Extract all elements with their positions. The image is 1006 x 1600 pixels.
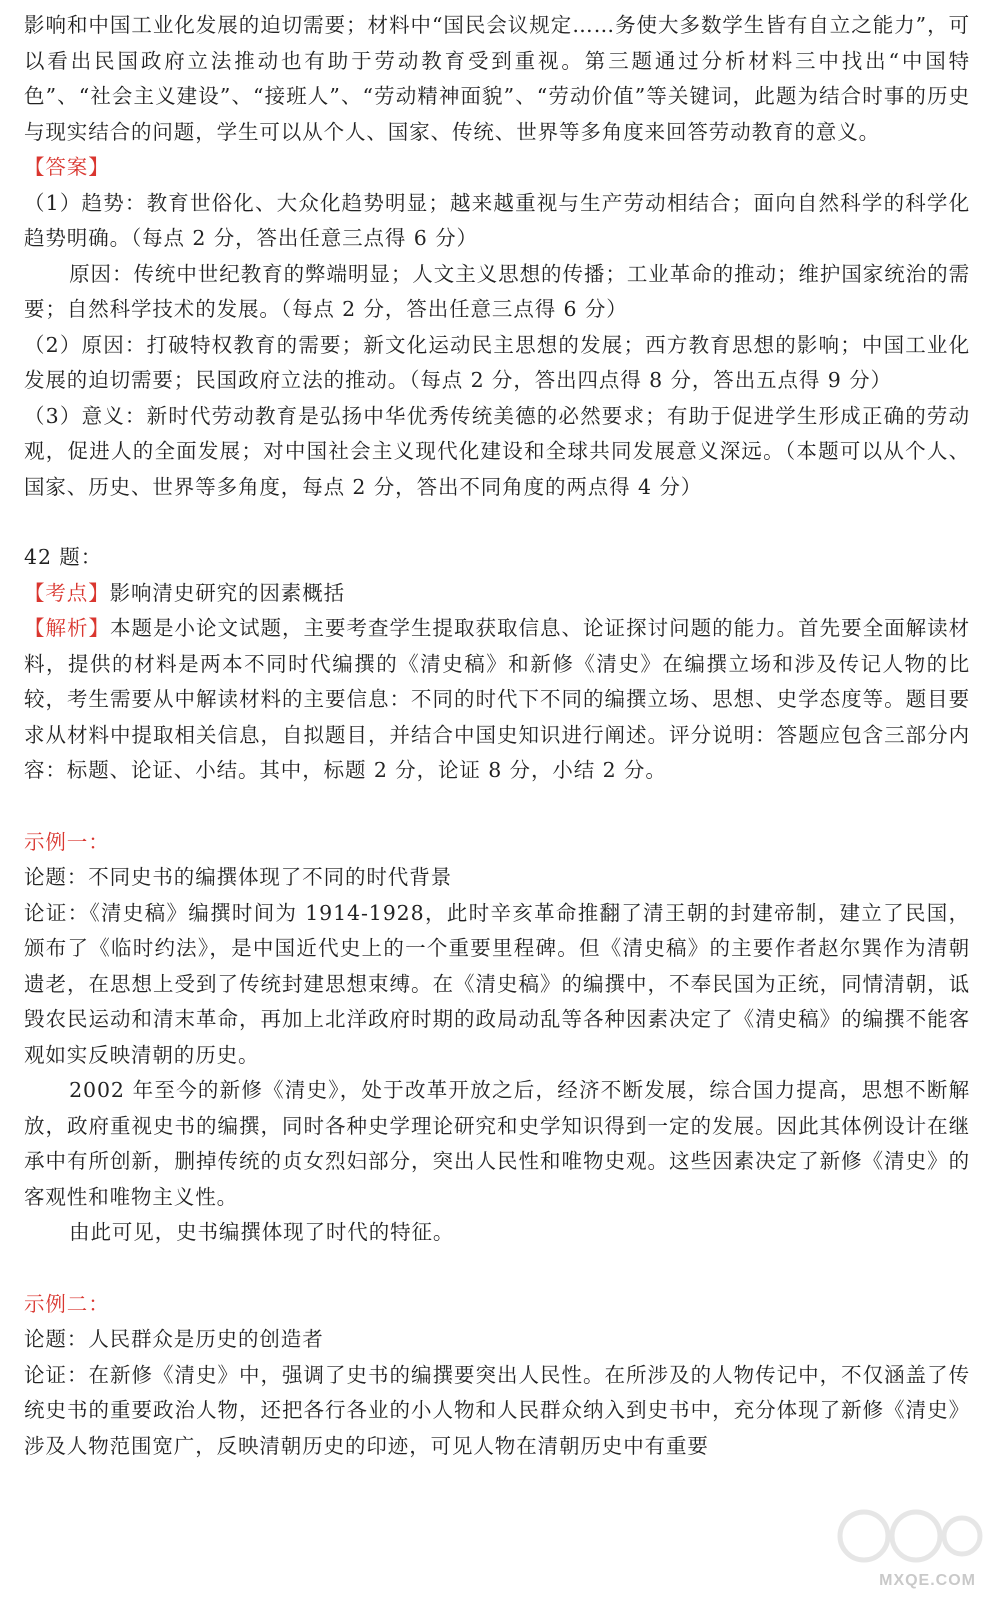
example-2-heading: 示例二：	[24, 1291, 110, 1316]
answer-1: （1）趋势：教育世俗化、大众化趋势明显；越来越重视与生产劳动相结合；面向自然科学的科学化趋势明确。（每点 2 分，答出任意三点得 6 分）	[24, 190, 970, 250]
example-1-heading: 示例一：	[24, 829, 110, 854]
spacer	[24, 505, 970, 540]
example-1-title: 论题：不同史书的编撰体现了不同的时代背景	[24, 865, 452, 889]
jiexi-paragraph	[24, 611, 970, 789]
answer-heading	[24, 150, 970, 186]
jiexi-text: 本题是小论文试题，主要考查学生提取获取信息、论证探讨问题的能力。首先要全面解读材料，提供的材料是两本不同时代编撰的《清史稿》和新修《清史》在编撰立场和涉及传记人物的比较，考生需要从中解读材料的主要信息：不同的时代下不同的编撰立场、思想、史学态度等。题目要求从材料中提取相关信息，自拟题目，并结合中国史知识进行阐述。评分说明：答题应包含三部分内容：标题、论证、小结。其中，标题 2 分，论证 8 分，小结 2 分。	[24, 616, 970, 782]
question-number: 42 题：	[24, 545, 103, 569]
kaodian-line	[24, 576, 970, 612]
spacer	[24, 789, 970, 825]
example-2-title: 论题：人民群众是历史的创造者	[24, 1327, 324, 1351]
spacer	[24, 1251, 970, 1287]
example-1-paragraph-2: 2002 年至今的新修《清史》，处于改革开放之后，经济不断发展，综合国力提高，思想不断解放，政府重视史书的编撰，同时各种史学理论研究和史学知识得到一定的发展。因此其体例设计在继承中有所创新，删掉传统的贞女烈妇部分，突出人民性和唯物史观。这些因素决定了新修《清史》的客观性和唯物主义性。	[24, 1078, 970, 1209]
intro-paragraph: 影响和中国工业化发展的迫切需要；材料中“国民会议规定……务使大多数学生皆有自立之能力”，可以看出民国政府立法推动也有助于劳动教育受到重视。第三题通过分析材料三中找出“中国特色”、“社会主义建设”、“接班人”、“劳动精神面貌”、“劳动价值”等关键词，此题为结合时事的历史与现实结合的问题，学生可以从个人、国家、传统、世界等多角度来回答劳动教育的意义。	[24, 13, 970, 144]
watermark-logo-icon	[834, 1502, 984, 1582]
jiexi-tag: 【解析】	[24, 616, 111, 640]
example-1-conclusion: 由此可见，史书编撰体现了时代的特征。	[69, 1220, 455, 1244]
kaodian-tag: 【考点】	[24, 580, 110, 605]
example-1-argument: 论证：《清史稿》编撰时间为 1914-1928，此时辛亥革命推翻了清王朝的封建帝制，建立了民国，颁布了《临时约法》，是中国近代史上的一个重要里程碑。但《清史稿》的主要作者赵尔巽作为清朝遗老，在思想上受到了传统封建思想束缚。在《清史稿》的编撰中，不奉民国为正统，同情清朝，诋毁农民运动和清末革命，再加上北洋政府时期的政局动乱等各种因素决定了《清史稿》的编撰不能客观如实反映清朝的历史。	[24, 900, 970, 1067]
answer-1-reason: 原因：传统中世纪教育的弊端明显；人文主义思想的传播；工业革命的推动；维护国家统治的需要；自然科学技术的发展。（每点 2 分，答出任意三点得 6 分）	[24, 261, 970, 321]
kaodian-text: 影响清史研究的因素概括	[109, 580, 346, 605]
answer-2: （2）原因：打破特权教育的需要；新文化运动民主思想的发展；西方教育思想的影响；中国工业化发展的迫切需要；民国政府立法的推动。（每点 2 分，答出四点得 8 分，答出五点得 9 分）	[24, 332, 970, 392]
document-page	[24, 8, 970, 1464]
answer-3: （3）意义：新时代劳动教育是弘扬中华优秀传统美德的必然要求；有助于促进学生形成正确的劳动观，促进人的全面发展；对中国社会主义现代化建设和全球共同发展意义深远。（本题可以从个人、国家、历史、世界等多角度，每点 2 分，答出不同角度的两点得 4 分）	[24, 403, 970, 499]
example-2-argument: 论证：在新修《清史》中，强调了史书的编撰要突出人民性。在所涉及的人物传记中，不仅涵盖了传统史书的重要政治人物，还把各行各业的小人物和人民群众纳入到史书中，充分体现了新修《清史》涉及人物范围宽广，反映清朝历史的印迹，可见人物在清朝历史中有重要	[24, 1362, 970, 1458]
answer-tag: 【答案】	[24, 155, 110, 179]
watermark-text: MXQE.COM	[879, 1572, 976, 1589]
